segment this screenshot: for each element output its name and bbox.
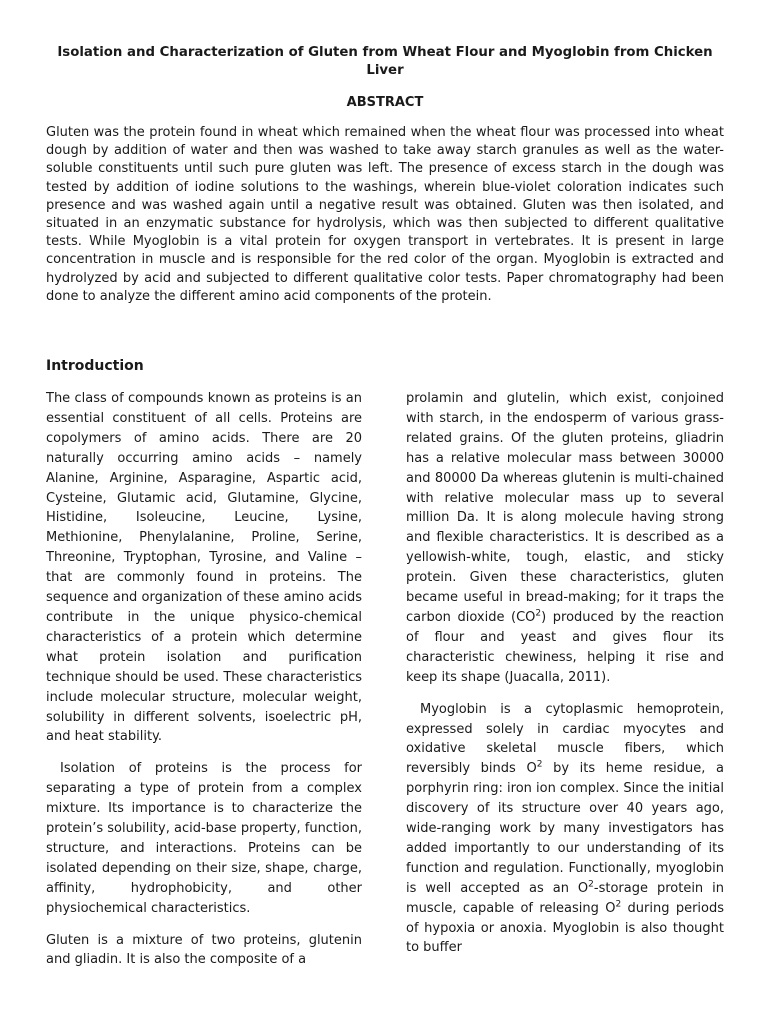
left-column [46,389,362,982]
abstract-heading: ABSTRACT [346,95,424,110]
paragraph: The class of compounds known as proteins is an essential constituent of all cells. Proteins are copolymers of amino acids. There are 20 naturally occurring amino acids – namely Alanine, Arginine, Asparagine, Aspartic acid, Cysteine, Glutamic acid, Glutamine, Glycine, Histidine, Isoleucine, Leucine, Lysine, Methionine, Phenylalanine, Proline, Serine, Threonine, Tryptophan, Tyrosine, and Valine – that are commonly found in proteins. The sequence and organization of these amino acids contribute in the unique physico-chemical characteristics of a protein which determine what protein isolation and purification technique should be used. These characteristics include molecular structure, molecular weight, solubility in different solvents, isoelectric pH, and heat stability. [46,391,362,745]
text-run: ) produced by the reaction of flour and yeast and gives flour its characteristic chewiness, helping it rise and keep its shape (Juacalla, 2011). [406,609,724,685]
text-run: during periods of hypoxia or anoxia. Myoglobin is also thought to buffer [406,900,724,956]
superscript: 2 [588,879,594,890]
superscript: 2 [615,899,622,910]
text-run: -storage protein in muscle, capable of releasing O [406,880,725,916]
text-run: by its heme residue, a porphyrin ring: iron ion complex. Since the initial discovery of its structure over 40 years ago, wide-ranging work by many investigators has added importantly to our understanding of its function and regulation. Functionally, myoglobin is well accepted as an O [406,761,724,896]
paper-title: Isolation and Characterization of Gluten from Wheat Flour and Myoglobin from Chicken Liver [57,45,713,78]
paragraph: Isolation of proteins is the process for separating a type of protein from a complex mixture. Its importance is to characterize the protein’s solubility, acid-base property, function, structure, and interactions. Proteins can be isolated depending on their size, shape, charge, affinity, hydrophobicity, and other physiochemical characteristics. [46,761,362,916]
right-column [406,389,724,970]
abstract-text: Gluten was the protein found in wheat which remained when the wheat flour was processed into wheat dough by addition of water and then was washed to take away starch granules as well as the water-soluble constituents until such pure gluten was left. The presence of excess starch in the dough was tested by addition of iodine solutions to the washings, wherein blue-violet coloration indicates such presence and was washed again until a negative result was obtained. Gluten was then isolated, and situated in an enzymatic substance for hydrolysis, which was then subjected to different qualitative tests. While Myoglobin is a vital protein for oxygen transport in vertebrates. It is present in large concentration in muscle and is responsible for the red color of the organ. Myoglobin is extracted and hydrolyzed by acid and subjected to different qualitative color tests. Paper chromatography had been done to analyze the different amino acid components of the protein. [46,125,724,304]
paragraph: Gluten is a mixture of two proteins, glutenin and gliadin. It is also the composite of a [46,932,362,968]
superscript: 2 [536,759,543,770]
paragraph [406,700,724,959]
introduction-heading: Introduction [46,358,144,374]
superscript: 2 [535,608,542,619]
text-run: prolamin and glutelin, which exist, conjoined with starch, in the endosperm of various grass-related grains. Of the gluten proteins, gliadrin has a relative molecular mass between 30000 and 80000 Da whereas glutenin is multi-chained with relative molecular mass up to several million Da. It is along molecule having strong and flexible characteristics. It is described as a yellowish-white, tough, elastic, and sticky protein. Given these characteristics, gluten became useful in bread-making; for it traps the carbon dioxide (CO [406,391,724,625]
text-run: Myoglobin is a cytoplasmic hemoprotein, expressed solely in cardiac myocytes and oxidative skeletal muscle fibers, which reversibly binds O [406,701,724,777]
paragraph [406,389,724,688]
